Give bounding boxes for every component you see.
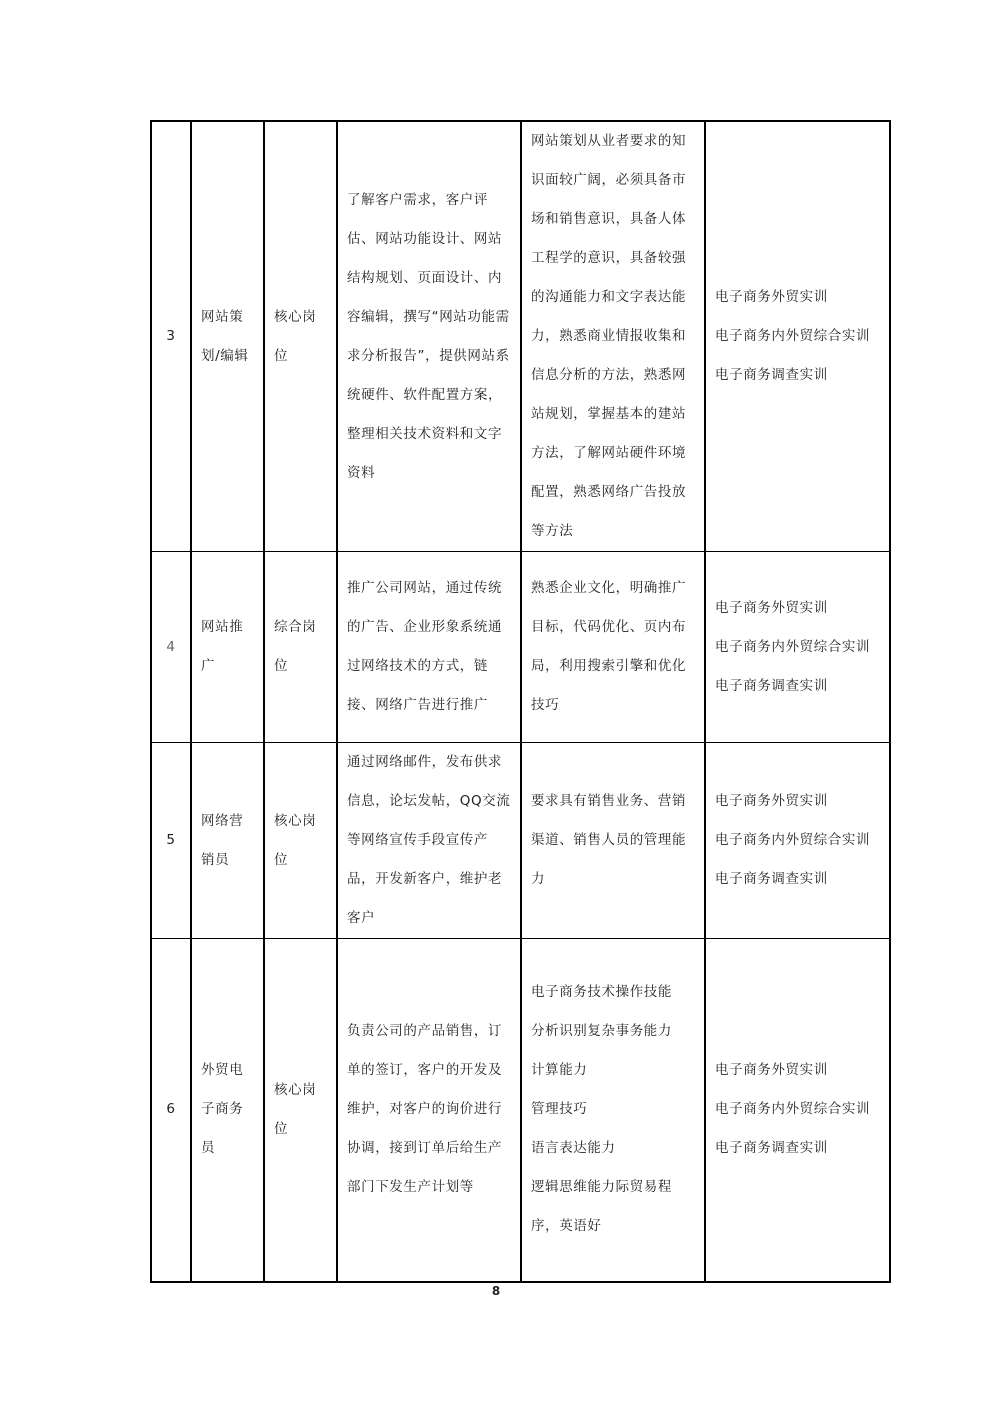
post-type: 核心岗位	[264, 939, 337, 1282]
row-number: 3	[151, 121, 191, 552]
post-duty: 负责公司的产品销售，订单的签订，客户的开发及维护，对客户的询价进行协调，接到订单后给生产部门下发生产计划等	[337, 939, 521, 1282]
row-number: 6	[151, 939, 191, 1282]
page-number: 8	[491, 1284, 501, 1298]
post-type: 核心岗位	[264, 743, 337, 939]
table-row	[151, 743, 890, 939]
post-name: 网站策划/编辑	[191, 121, 264, 552]
post-name: 网站推广	[191, 552, 264, 743]
post-duty: 了解客户需求，客户评估、网站功能设计、网站结构规划、页面设计、内容编辑，撰写“网站功能需求分析报告”，提供网站系统硬件、软件配置方案，整理相关技术资料和文字资料	[337, 121, 521, 552]
post-name: 外贸电子商务员	[191, 939, 264, 1282]
post-skills: 熟悉企业文化，明确推广目标，代码优化、页内布局，利用搜索引擎和优化技巧	[521, 552, 705, 743]
post-duty: 推广公司网站，通过传统的广告、企业形象系统通过网络技术的方式，链接、网络广告进行推广	[337, 552, 521, 743]
post-name: 网络营销员	[191, 743, 264, 939]
table-row	[151, 939, 890, 1282]
post-skills: 网站策划从业者要求的知识面较广阔，必须具备市场和销售意识，具备人体工程学的意识，具备较强的沟通能力和文字表达能力，熟悉商业情报收集和信息分析的方法，熟悉网站规划，掌握基本的建站方法，了解网站硬件环境配置，熟悉网络广告投放等方法	[521, 121, 705, 552]
row-number: 4	[151, 552, 191, 743]
table-row	[151, 552, 890, 743]
job-table	[150, 120, 891, 1283]
training-courses: 电子商务外贸实训 电子商务内外贸综合实训 电子商务调查实训	[705, 121, 890, 552]
post-skills: 电子商务技术操作技能 分析识别复杂事务能力 计算能力 管理技巧 语言表达能力 逻辑思维能力际贸易程序，英语好	[521, 939, 705, 1282]
post-type: 核心岗位	[264, 121, 337, 552]
training-courses: 电子商务外贸实训 电子商务内外贸综合实训 电子商务调查实训	[705, 939, 890, 1282]
row-number: 5	[151, 743, 191, 939]
training-courses: 电子商务外贸实训 电子商务内外贸综合实训 电子商务调查实训	[705, 743, 890, 939]
post-type: 综合岗位	[264, 552, 337, 743]
post-duty: 通过网络邮件，发布供求信息，论坛发帖，QQ交流等网络宣传手段宣传产品，开发新客户，维护老客户	[337, 743, 521, 939]
training-courses: 电子商务外贸实训 电子商务内外贸综合实训 电子商务调查实训	[705, 552, 890, 743]
table-row	[151, 121, 890, 552]
post-skills: 要求具有销售业务、营销渠道、销售人员的管理能力	[521, 743, 705, 939]
